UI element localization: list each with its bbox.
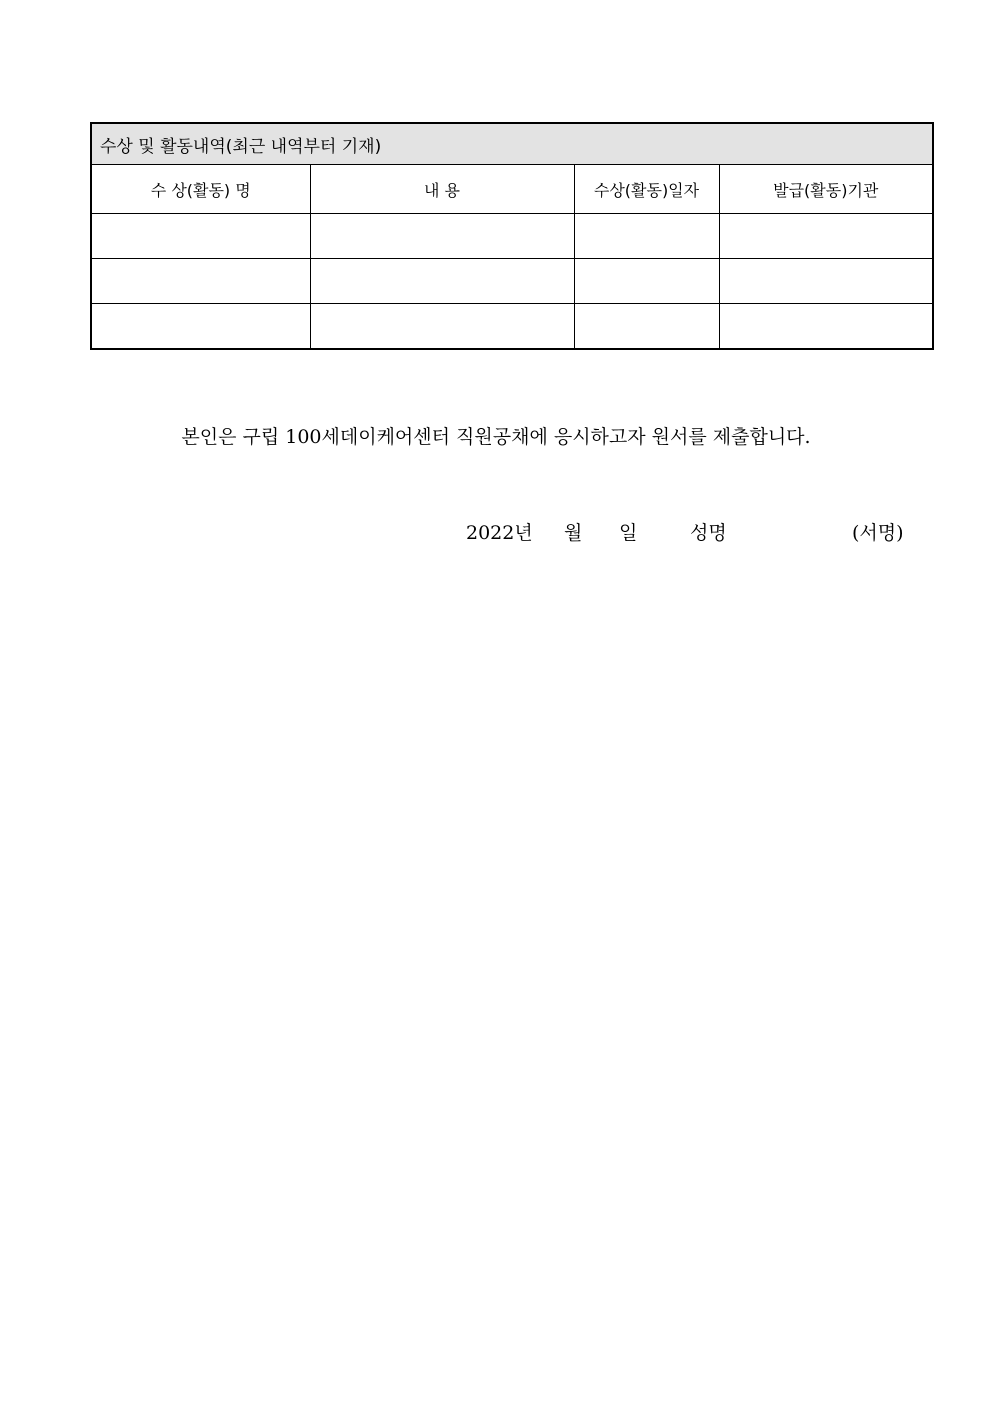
column-header-issuer: 발급(활동)기관	[719, 165, 933, 214]
issuer-cell[interactable]	[719, 259, 933, 304]
column-header-date: 수상(활동)일자	[574, 165, 719, 214]
signature-name-label: 성명	[690, 522, 727, 544]
signature-day: 일	[619, 522, 638, 544]
awards-section-title: 수상 및 활동내역(최근 내역부터 기재)	[91, 123, 933, 165]
signature-sign-label: (서명)	[852, 522, 904, 544]
date-cell[interactable]	[574, 304, 719, 350]
table-row	[91, 304, 933, 350]
award-name-cell[interactable]	[91, 214, 310, 259]
date-cell[interactable]	[574, 214, 719, 259]
column-header-award-name: 수 상(활동) 명	[91, 165, 310, 214]
table-row	[91, 259, 933, 304]
declaration-text: 본인은 구립 100세데이케어센터 직원공채에 응시하고자 원서를 제출합니다.	[181, 426, 811, 448]
awards-table	[90, 122, 934, 350]
content-cell[interactable]	[310, 214, 574, 259]
signature-year: 2022년	[466, 522, 533, 544]
issuer-cell[interactable]	[719, 214, 933, 259]
award-name-cell[interactable]	[91, 259, 310, 304]
column-header-content: 내 용	[310, 165, 574, 214]
signature-month: 월	[564, 522, 583, 544]
content-cell[interactable]	[310, 259, 574, 304]
content-cell[interactable]	[310, 304, 574, 350]
award-name-cell[interactable]	[91, 304, 310, 350]
date-cell[interactable]	[574, 259, 719, 304]
issuer-cell[interactable]	[719, 304, 933, 350]
table-row	[91, 214, 933, 259]
